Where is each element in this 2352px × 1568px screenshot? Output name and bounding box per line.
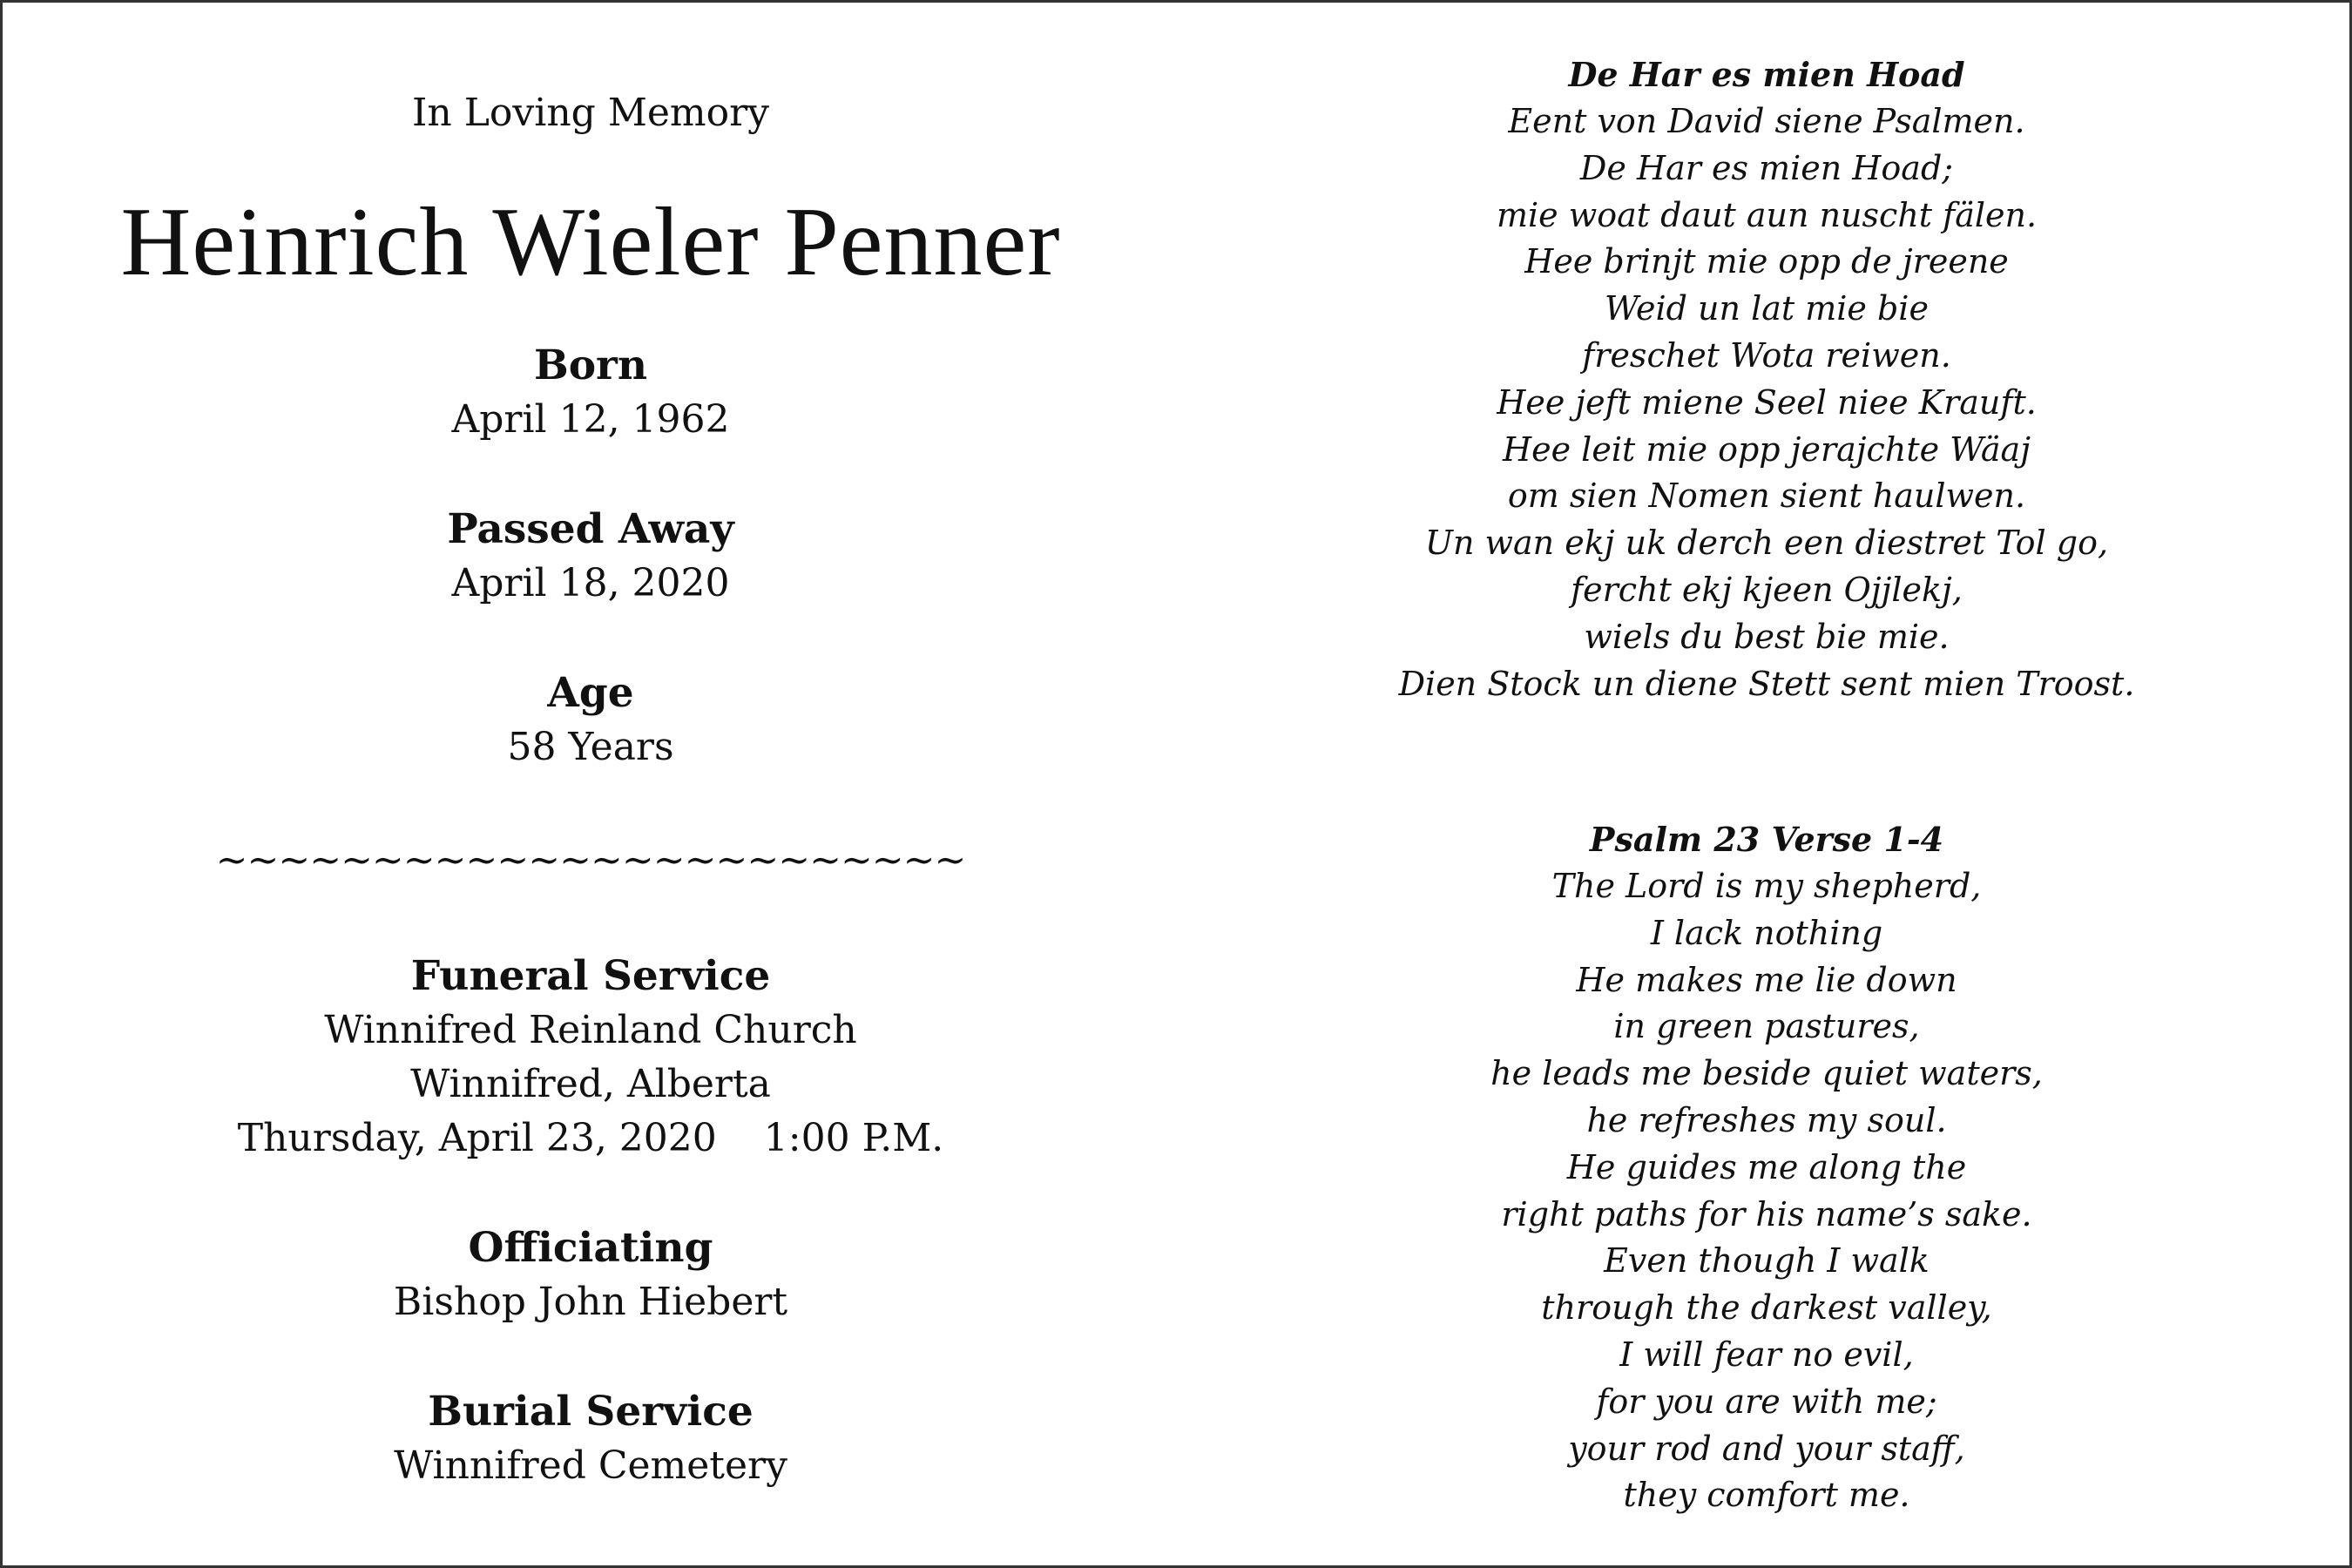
tilde-divider: ~~~~~~~~~~~~~~~~~~~~~~~~ xyxy=(215,838,966,882)
poem-line: I will fear no evil, xyxy=(1619,1335,1914,1374)
poem-line: Hee brinjt mie opp de jreene xyxy=(1524,242,2009,281)
funeral-section xyxy=(3,950,1179,1166)
funeral-datetime xyxy=(3,1112,1179,1166)
born-date: April 12, 1962 xyxy=(451,397,730,442)
poem-line: He makes me lie down xyxy=(1576,960,1957,999)
age-label: Age xyxy=(547,669,634,717)
poem-line: freschet Wota reiwen. xyxy=(1582,335,1951,375)
poem-line: he refreshes my soul. xyxy=(1586,1100,1947,1139)
poem1-title: De Har es mien Hoad xyxy=(1568,55,1965,94)
poem-line: He guides me along the xyxy=(1566,1147,1967,1186)
funeral-date: Thursday, April 23, 2020 xyxy=(237,1116,717,1160)
poem-line: mie woat daut aun nuscht fälen. xyxy=(1496,195,2038,234)
burial-label: Burial Service xyxy=(428,1388,754,1436)
memorial-heading: In Loving Memory xyxy=(411,91,770,135)
poem-line: The Lord is my shepherd, xyxy=(1551,867,1982,905)
poem-line: in green pastures, xyxy=(1613,1007,1920,1046)
poem-line: right paths for his name’s sake. xyxy=(1501,1194,2032,1233)
poem-line: wiels du best bie mie. xyxy=(1584,617,1950,656)
poem-line: Hee leit mie opp jerajchte Wäaj xyxy=(1502,429,2031,469)
poem-line: De Har es mien Hoad; xyxy=(1579,148,1954,187)
passed-date: April 18, 2020 xyxy=(451,561,730,605)
age-value: 58 Years xyxy=(507,725,674,769)
deceased-name: Heinrich Wieler Penner xyxy=(120,188,1061,296)
poem1-lines xyxy=(1396,98,2137,707)
poem-line: Hee jeft miene Seel niee Krauft. xyxy=(1497,382,2037,422)
born-section xyxy=(3,339,1179,447)
poem-line: I lack nothing xyxy=(1650,913,1883,952)
passed-label: Passed Away xyxy=(447,505,734,553)
poem-line: om sien Nomen sient haulwen. xyxy=(1507,476,2026,516)
funeral-location: Winnifred, Alberta xyxy=(410,1062,771,1106)
poem-line: your rod and your staff, xyxy=(1568,1429,1965,1468)
burial-section xyxy=(3,1385,1179,1493)
poem-line: fercht ekj kjeen Ojjlekj, xyxy=(1571,570,1963,609)
poem-line: Weid un lat mie bie xyxy=(1605,289,1929,328)
poem-psalm23 xyxy=(1396,816,2137,1519)
poem2-lines xyxy=(1396,863,2137,1519)
poem-line: Dien Stock un diene Stett sent mien Troost. xyxy=(1398,664,2135,703)
poem-line: he leads me beside quiet waters, xyxy=(1490,1054,2043,1093)
officiating-section xyxy=(3,1221,1179,1329)
poem-line: Eent von David siene Psalmen. xyxy=(1508,102,2025,140)
poem-plautdietsch xyxy=(1396,51,2137,707)
born-label: Born xyxy=(533,341,647,389)
poem-line: Even though I walk xyxy=(1604,1241,1930,1281)
officiating-label: Officiating xyxy=(468,1224,713,1272)
poem2-title: Psalm 23 Verse 1-4 xyxy=(1589,820,1944,859)
funeral-time: 1:00 P.M. xyxy=(763,1116,944,1160)
poem-line: for you are with me; xyxy=(1596,1382,1937,1421)
age-section xyxy=(3,666,1179,774)
poem-line: through the darkest valley, xyxy=(1541,1288,1992,1328)
passed-section xyxy=(3,503,1179,611)
poem-line: Un wan ekj uk derch een diestret Tol go, xyxy=(1424,524,2109,563)
officiating-name: Bishop John Hiebert xyxy=(393,1280,788,1324)
burial-place: Winnifred Cemetery xyxy=(394,1443,787,1488)
funeral-label: Funeral Service xyxy=(410,952,771,1000)
poem-line: they comfort me. xyxy=(1623,1476,1910,1515)
funeral-church: Winnifred Reinland Church xyxy=(324,1008,857,1052)
